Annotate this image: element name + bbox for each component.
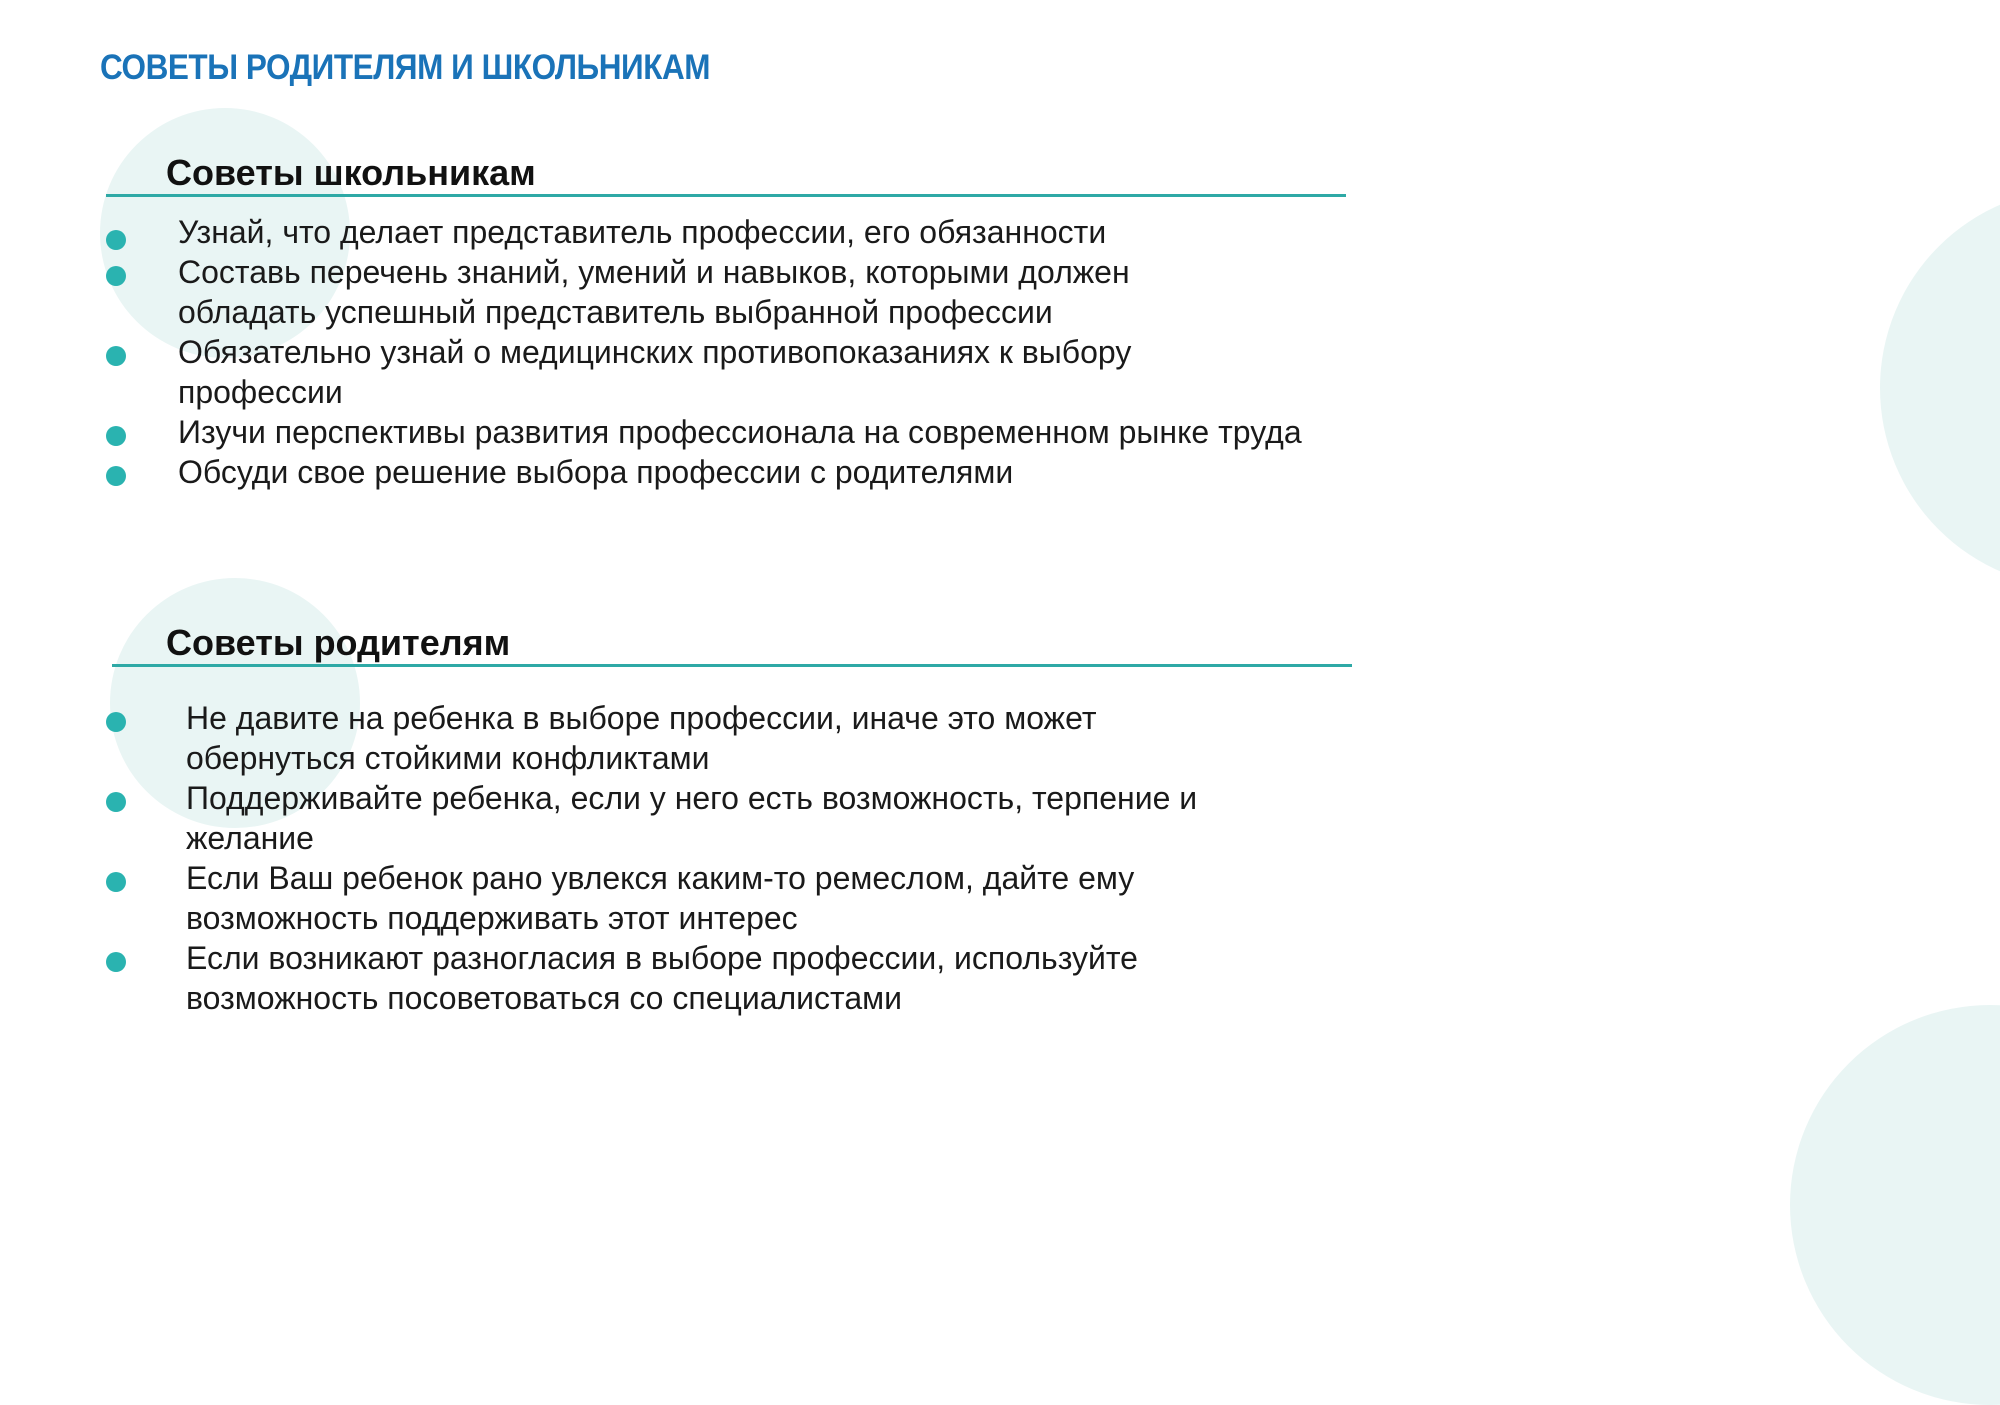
- decorative-circle-right: [1880, 188, 2000, 588]
- bullet-dot-icon: [106, 346, 126, 366]
- bullet-dot-icon: [106, 712, 126, 732]
- bullet-dot-icon: [106, 872, 126, 892]
- bullet-dot-icon: [106, 466, 126, 486]
- list-item: [106, 938, 1246, 1018]
- list-item-text: Не давите на ребенка в выборе профессии, иначе это может обернуться стойкими конфликтами: [186, 700, 1097, 776]
- list-item: [106, 252, 1238, 332]
- students-advice-list: [106, 212, 1306, 492]
- list-item: [106, 212, 1306, 252]
- parents-advice-list: [106, 698, 1306, 1018]
- list-item-text: Обсуди свое решение выбора профессии с родителями: [178, 454, 1014, 490]
- parents-section-divider: [112, 664, 1352, 667]
- list-item-text: Изучи перспективы развития профессионала на современном рынке труда: [178, 414, 1302, 450]
- parents-advice-heading: Советы родителям: [166, 622, 511, 663]
- students-advice-heading: Советы школьникам: [166, 152, 536, 193]
- bullet-dot-icon: [106, 426, 126, 446]
- students-section-divider: [106, 194, 1346, 197]
- list-item-text: Поддерживайте ребенка, если у него есть возможность, терпение и желание: [186, 780, 1198, 856]
- decorative-circle-bottom-right: [1790, 1005, 2000, 1405]
- bullet-dot-icon: [106, 230, 126, 250]
- page-title: СОВЕТЫ РОДИТЕЛЯМ И ШКОЛЬНИКАМ: [100, 48, 711, 87]
- bullet-dot-icon: [106, 266, 126, 286]
- list-item: [106, 698, 1226, 778]
- list-item-text: Если возникают разногласия в выборе профессии, используйте возможность посоветоваться со специалистами: [186, 940, 1138, 1016]
- list-item-text: Обязательно узнай о медицинских противопоказаниях к выбору профессии: [178, 334, 1132, 410]
- list-item: [106, 778, 1306, 858]
- list-item-text: Узнай, что делает представитель профессии, его обязанности: [178, 214, 1107, 250]
- list-item-text: Составь перечень знаний, умений и навыков, которыми должен обладать успешный представитель выбранной профессии: [178, 254, 1130, 330]
- list-item: [106, 412, 1318, 452]
- list-item: [106, 332, 1238, 412]
- bullet-dot-icon: [106, 792, 126, 812]
- bullet-dot-icon: [106, 952, 126, 972]
- list-item: [106, 452, 1306, 492]
- list-item: [106, 858, 1246, 938]
- list-item-text: Если Ваш ребенок рано увлекся каким-то ремеслом, дайте ему возможность поддерживать этот интерес: [186, 860, 1135, 936]
